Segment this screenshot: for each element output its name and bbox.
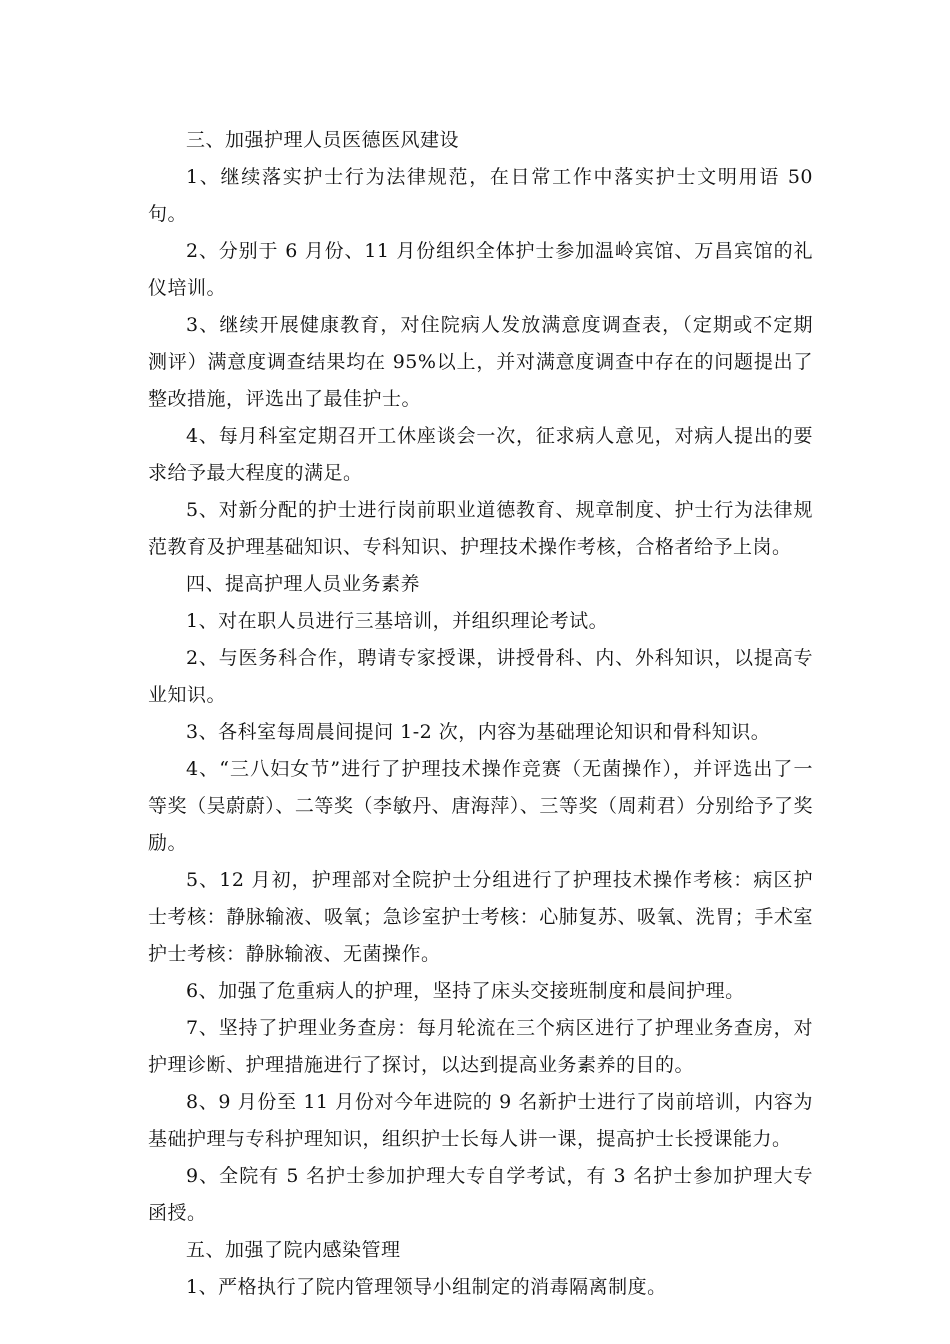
paragraph: 7、坚持了护理业务查房：每月轮流在三个病区进行了护理业务查房，对护理诊断、护理措施进行了探讨，以达到提高业务素养的目的。 xyxy=(148,1017,813,1076)
paragraph: 4、每月科室定期召开工休座谈会一次，征求病人意见，对病人提出的要求给予最大程度的满足。 xyxy=(148,425,813,484)
paragraph: 6、加强了危重病人的护理，坚持了床头交接班制度和晨间护理。 xyxy=(186,980,745,1002)
paragraph: 1、严格执行了院内管理领导小组制定的消毒隔离制度。 xyxy=(186,1276,667,1298)
paragraph: 4、“三八妇女节”进行了护理技术操作竞赛（无菌操作），并评选出了一等奖（吴蔚蔚）、二等奖（李敏丹、唐海萍）、三等奖（周莉君）分别给予了奖励。 xyxy=(148,758,813,854)
paragraph: 5、12 月初，护理部对全院护士分组进行了护理技术操作考核：病区护士考核：静脉输液、吸氧；急诊室护士考核：心肺复苏、吸氧、洗胃；手术室护士考核：静脉输液、无菌操作。 xyxy=(148,869,813,965)
paragraph: 1、继续落实护士行为法律规范，在日常工作中落实护士文明用语 50 句。 xyxy=(148,166,813,225)
paragraph: 9、全院有 5 名护士参加护理大专自学考试，有 3 名护士参加护理大专函授。 xyxy=(148,1165,813,1224)
document-body xyxy=(148,122,813,1306)
paragraph: 5、对新分配的护士进行岗前职业道德教育、规章制度、护士行为法律规范教育及护理基础知识、专科知识、护理技术操作考核，合格者给予上岗。 xyxy=(148,499,813,558)
paragraph: 3、继续开展健康教育，对住院病人发放满意度调查表，（定期或不定期测评）满意度调查结果均在 95%以上，并对满意度调查中存在的问题提出了整改措施，评选出了最佳护士。 xyxy=(148,314,813,410)
paragraph: 8、9 月份至 11 月份对今年进院的 9 名新护士进行了岗前培训，内容为基础护理与专科护理知识，组织护士长每人讲一课，提高护士长授课能力。 xyxy=(148,1091,813,1150)
section-heading-4: 四、提高护理人员业务素养 xyxy=(186,573,421,595)
paragraph: 3、各科室每周晨间提问 1-2 次，内容为基础理论知识和骨科知识。 xyxy=(186,721,771,743)
section-heading-5: 五、加强了院内感染管理 xyxy=(186,1239,401,1261)
section-heading-3: 三、加强护理人员医德医风建设 xyxy=(186,129,460,151)
paragraph: 2、分别于 6 月份、11 月份组织全体护士参加温岭宾馆、万昌宾馆的礼仪培训。 xyxy=(148,240,813,299)
paragraph: 2、与医务科合作，聘请专家授课，讲授骨科、内、外科知识，以提高专业知识。 xyxy=(148,647,813,706)
paragraph: 1、对在职人员进行三基培训，并组织理论考试。 xyxy=(186,610,609,632)
